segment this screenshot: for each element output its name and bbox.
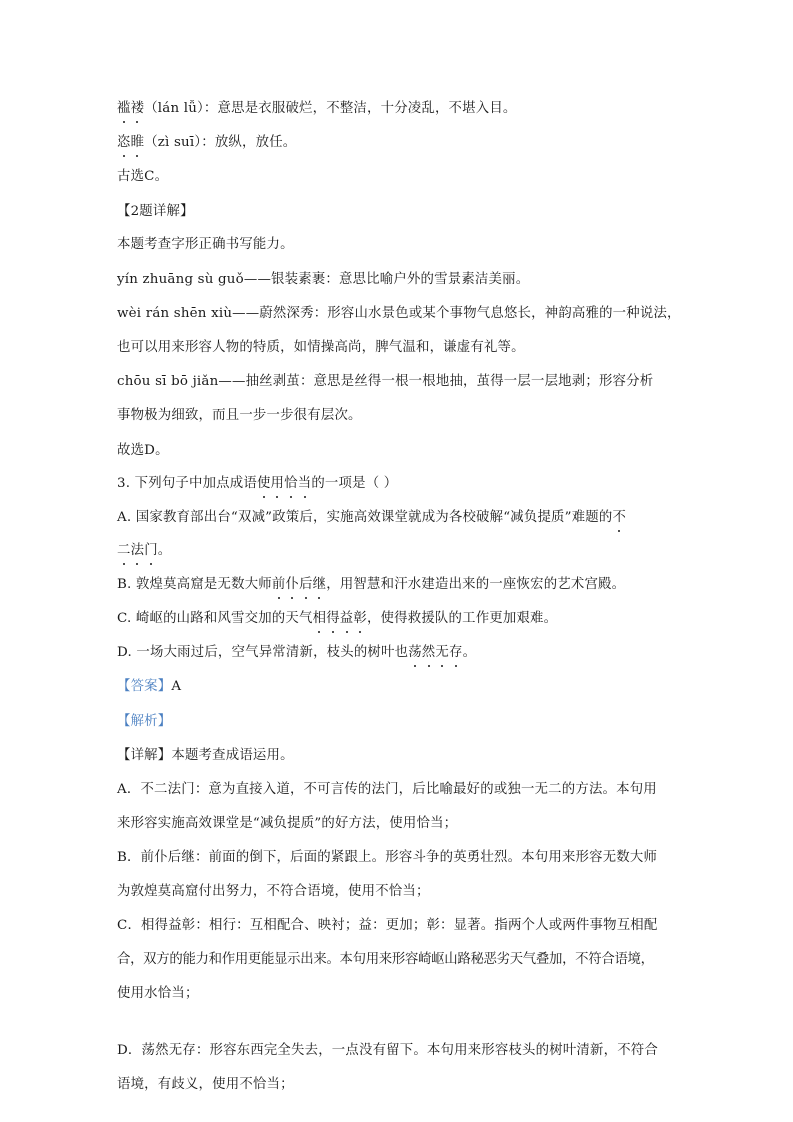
text-line: 本题考查字形正确书写能力。: [117, 237, 294, 252]
option-a-continued: 二法门。: [117, 543, 172, 558]
text-line: 事物极为细致，而且一步一步很有层次。: [117, 408, 362, 423]
emphasis-dotted-word: 相得益彰: [312, 611, 367, 626]
explanation-line: D．荡然无存：形容东西完全失去，一点没有留下。本句用来形容枝头的树叶清新，不符合: [117, 1043, 658, 1058]
explanation-line: B．前仆后继：前面的倒下，后面的紧跟上。形容斗争的英勇壮烈。本句用来形容无数大师: [117, 850, 658, 865]
text-line-answer-d: 故选D。: [117, 443, 169, 458]
option-c: C. 崎岖的山路和风雪交加的天气相得益彰，使得救援队的工作更加艰难。: [117, 611, 558, 626]
analysis-label: 【解析】: [117, 714, 172, 729]
emphasis-dotted-word: 褴褛: [117, 101, 145, 116]
text-line-lanlv: 褴褛（lán lǚ）：意思是衣服破烂，不整洁，十分凌乱，不堪入目。: [117, 101, 517, 116]
explanation-line: 来形容实施高效课堂是“减负提质”的好方法，使用恰当；: [117, 816, 458, 831]
text-line: wèi rán shēn xiù——蔚然深秀：形容山水景色或某个事物气息悠长，神韵高雅的一种说法，: [117, 306, 681, 321]
emphasis-dotted-word: 二法门: [117, 543, 158, 558]
emphasis-dotted-word: 恣睢: [117, 135, 145, 150]
explanation-line: 语境，有歧义，使用不恰当；: [117, 1077, 294, 1092]
option-a: A. 国家教育部出台“双减”政策后，实施高效课堂就成为各校破解“减负提质”难题的不: [117, 510, 627, 525]
emphasis-dotted-word: 前仆后继: [271, 577, 327, 592]
option-d: D. 一场大雨过后，空气异常清新，枝头的树叶也荡然无存。: [117, 645, 477, 660]
text-line: chōu sī bō jiǎn——抽丝剥茧：意思是丝得一根一根地抽，茧得一层一层地剥；形容分析: [117, 374, 654, 389]
section-heading-q2-detail: 【2题详解】: [117, 204, 194, 219]
detail-label: 【详解】: [117, 748, 172, 763]
text-line-answer-c: 古选C。: [117, 169, 169, 184]
detail-line: 【详解】本题考查成语运用。: [117, 748, 294, 763]
explanation-line: C．相得益彰：相行：互相配合、映衬；益：更加；彰：显著。指两个人或两件事物互相配: [117, 918, 658, 933]
emphasis-dotted-word: 荡然无存: [408, 645, 463, 660]
emphasis-dotted-word: 不: [612, 510, 627, 525]
text-line: 也可以用来形容人物的特质，如情操高尚，脾气温和，谦虚有礼等。: [117, 340, 525, 355]
text-line: yín zhuāng sù guǒ——银装素裹：意思比喻户外的雪景素洁美丽。: [117, 272, 530, 287]
explanation-line: 使用水恰当；: [117, 986, 199, 1001]
explanation-line: 合，双方的能力和作用更能显示出来。本句用来形容崎岖山路秘恶劣天气叠加，不符合语境，: [117, 952, 654, 967]
emphasis-dotted-word: 使用恰当: [256, 476, 312, 491]
explanation-line: A．不二法门：意为直接入道，不可言传的法门，后比喻最好的或独一无二的方法。本句用: [117, 782, 657, 797]
answer-label: 【答案】: [117, 679, 172, 694]
explanation-line: 为敦煌莫高窟付出努力，不符合语境，使用不恰当；: [117, 884, 430, 899]
question-3-stem: 3. 下列句子中加点成语使用恰当的一项是（ ）: [117, 476, 398, 491]
answer-value: A: [171, 679, 182, 694]
text-line-zisui: 恣睢（zì suī）：放纵，放任。: [117, 135, 297, 150]
answer-line: [117, 678, 181, 696]
option-b: B. 敦煌莫高窟是无数大师前仆后继，用智慧和汗水建造出来的一座恢宏的艺术宫殿。: [117, 577, 626, 592]
